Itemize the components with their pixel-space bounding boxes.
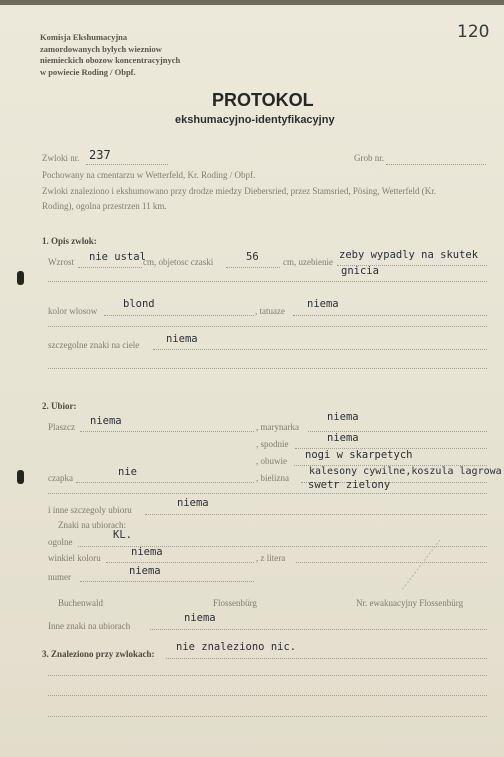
bielizna-value: kalesony cywilne,koszula lagrowa <box>309 466 502 477</box>
inne-znaki-label: Inne znaki na ubiorach <box>48 621 131 631</box>
uzebienie-value: gnicia <box>341 265 379 277</box>
punch-hole <box>17 470 24 484</box>
dotted-line <box>80 431 254 432</box>
dotted-line <box>293 315 487 316</box>
nr-ewak-label: Nr. ewakuacyjny Flossenbürg <box>356 598 464 608</box>
dotted-line <box>48 716 487 717</box>
obuwie-label: , obuwie <box>256 456 287 466</box>
czapka-label: czapka <box>48 473 73 483</box>
czapka-value: nie <box>118 466 137 478</box>
winkiel-label: winkiel koloru <box>48 553 101 563</box>
obuwie-value: nogi w skarpetych <box>305 449 413 461</box>
section-heading: 2. Ubior: <box>42 401 77 411</box>
camp-label: Flossenbürg <box>213 598 257 608</box>
section-heading: 1. Opis zwlok: <box>42 236 97 246</box>
section-heading: 3. Znaleziono przy zwlokach: <box>42 649 155 659</box>
commission-header <box>40 32 180 78</box>
spodnie-value: niema <box>327 432 359 444</box>
dotted-line <box>106 562 254 563</box>
kolor-value: blond <box>123 298 155 310</box>
dotted-line <box>86 164 168 165</box>
dotted-line <box>78 267 142 268</box>
numer-value: niema <box>129 565 161 577</box>
intro-line: Pochowany na cmentarzu w Wetterfeld, Kr. Roding / Obpf. <box>42 170 256 180</box>
wzrost-label: Wzrost <box>48 257 74 267</box>
cancel-stroke <box>398 538 444 592</box>
wzrost-value: nie ustal <box>89 251 146 263</box>
plaszcz-value: niema <box>90 415 122 427</box>
camp-label: Buchenwald <box>58 598 103 608</box>
ogolne-value: KL. <box>113 529 132 541</box>
numer-label: numer <box>48 572 71 582</box>
dotted-line <box>48 675 487 676</box>
dotted-line <box>48 493 487 494</box>
header-line: niemieckich obozow koncentracyjnych <box>40 55 181 65</box>
dotted-line <box>48 326 487 327</box>
spodnie-label: , spodnie <box>256 439 289 449</box>
page-top-edge <box>0 0 504 5</box>
page-number: 120 <box>457 22 490 42</box>
znaleziono-value: nie znaleziono nic. <box>176 641 297 653</box>
header-line: Komisja Ekshumacyjna <box>40 32 128 42</box>
czaska-value: 56 <box>246 251 259 263</box>
litera-label: , z litera <box>256 553 286 563</box>
marynarka-value: niema <box>327 411 359 423</box>
dotted-line <box>104 315 254 316</box>
header-line: w powiecie Roding / Obpf. <box>40 66 136 77</box>
header-line: zamordowanych bylych wiezniow <box>40 43 162 54</box>
uzebienie-value: zeby wypadly na skutek <box>339 249 479 261</box>
cm-label: cm, objetosc czaski <box>143 257 214 267</box>
plaszcz-label: Plaszcz <box>48 422 75 432</box>
znaki-na-label: Znaki na ubiorach: <box>58 520 126 530</box>
znaki-value: niema <box>166 333 198 345</box>
dotted-line <box>166 658 487 659</box>
zwloki-label: Zwloki nr. <box>42 153 80 163</box>
dotted-line <box>145 514 487 515</box>
punch-hole <box>17 271 24 285</box>
dotted-line <box>226 267 280 268</box>
tatuaze-label: , tatuaze <box>255 306 285 316</box>
intro-line: Zwloki znaleziono i ekshumowano przy drodze miedzy Diebersried, przez Stamsried, Pösing, Wetterfeld (Kr. <box>42 186 436 196</box>
document-subtitle: ekshumacyjno-identyfikacyjny <box>175 114 335 126</box>
inne-label: i inne szczegoly ubioru <box>48 505 132 515</box>
dotted-line <box>150 629 487 630</box>
dotted-line <box>386 164 486 165</box>
document-title: PROTOKOL <box>212 90 314 110</box>
bielizna-value: swetr zielony <box>308 479 391 491</box>
marynarka-label: , marynarka <box>256 422 299 432</box>
inne-value: niema <box>177 497 209 509</box>
dotted-line <box>48 695 487 696</box>
dotted-line <box>76 482 254 483</box>
dotted-line <box>80 581 254 582</box>
intro-line: Roding), ogolna przestrzen 11 km. <box>42 201 167 211</box>
grob-label: Grob nr. <box>354 153 384 163</box>
cm-label: cm, uzebienie <box>283 257 333 267</box>
bielizna-label: , bielizna <box>256 473 289 483</box>
winkiel-value: niema <box>131 546 163 558</box>
dotted-line <box>296 562 487 563</box>
dotted-line <box>48 281 487 282</box>
znaki-label: szczegolne znaki na ciele <box>48 340 140 350</box>
dotted-line <box>153 349 487 350</box>
dotted-line <box>48 368 487 369</box>
zwloki-value: 237 <box>89 148 111 162</box>
tatuaze-value: niema <box>307 298 339 310</box>
kolor-label: kolor wlosow <box>48 306 98 316</box>
inne-znaki-value: niema <box>184 612 216 624</box>
ogolne-label: ogolne <box>48 537 73 547</box>
